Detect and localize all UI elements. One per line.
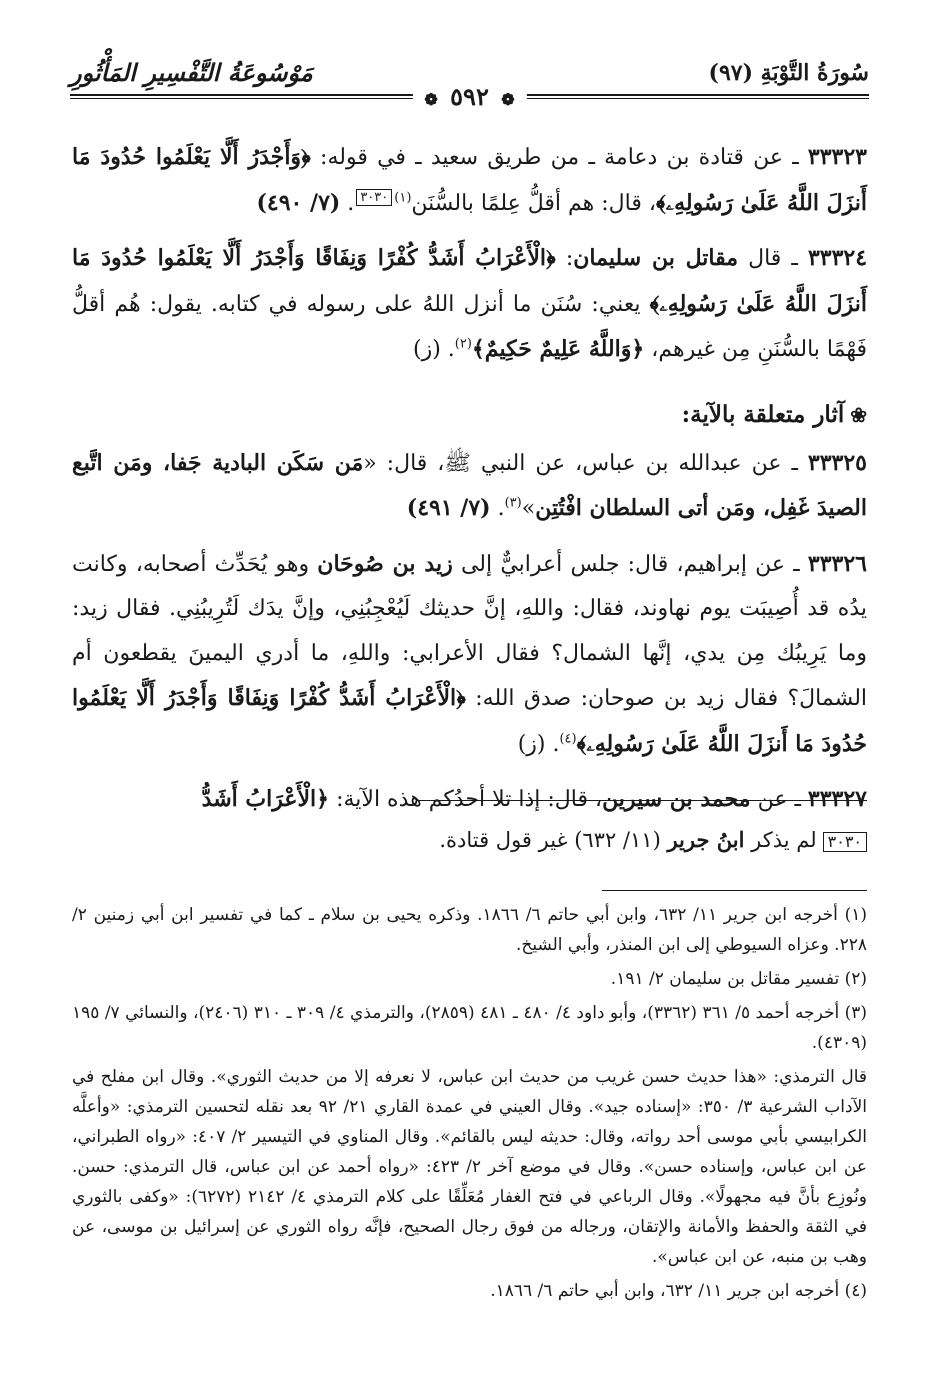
entry-number: ٣٣٣٢٥ [807,449,867,476]
entry-text: . (ز) [517,731,560,757]
book-title: مَوْسُوعَةُ التَّفْسِيرِ المَأْثُورِ [70,58,313,87]
quran-verse: ﴿وَأَجْدَرُ أَلَّا يَعْلَمُوا حُدُودَ مَا أَنزَلَ اللَّهُ عَلَىٰ رَسُولِهِۦ﴾ [72,144,867,216]
entry-text: وهو يُحَدِّث أصحابه، وكانت يدُه قد أُصِيبَت يوم نهاوند، فقال: واللهِ، إنَّ حديثك لَيُعْجِبُنِي، وإنَّ يدَك لَتُرِيبُنِي. فقال زيد: وما يَرِيبُك مِن يدي، إنَّها الشمال؟ فقال الأعرابي: واللهِ، ما أدري اليمينَ يقطعون أم الشمالَ؟ فقال زيد بن صوحان: صدق الله: [72,551,868,711]
entry-text: ـ عن إبراهيم، قال: جلس أعرابيٌّ إلى [452,551,808,577]
editor-note-rule [417,800,867,801]
entry-33325 [72,441,867,532]
entry-text: » [521,496,536,521]
quran-verse: ﴿الْأَعْرَابُ أَشَدُّ [201,786,330,812]
narrator-name: زيد بن صُوحَان [317,550,453,577]
entry-33324 [72,236,867,373]
volume-reference: (٧/ ٤٩٠) [256,189,341,216]
page-number-box [412,82,526,111]
quran-verse: ﴿وَاللَّهُ عَلِيمٌ حَكِيمٌ﴾ [471,336,645,362]
entry-number: ٣٣٣٢٧ [807,786,867,812]
narrator-name: مقاتل بن سليمان [573,245,738,271]
flower-ornament-icon: ❀ [850,402,867,427]
hadith-text: مَن سَكَن البادية جَفا، ومَن اتَّبع الصيدَ غَفِل، ومَن أتى السلطان افْتُتِن [72,449,867,521]
entry-text: يعني: سُنَن ما أنزل اللهُ على رسوله في كتابه. يقول: هُم أقلُّ فَهْمًا بالسُّنَنِ مِن غيرهم، [72,291,867,362]
entry-text: ـ عن عبدالله بن عباس، عن النبي ﷺ، قال: « [363,450,808,476]
footnote-4: (٤) أخرجه ابن جرير ١١/ ٦٣٢، وابن أبي حاتم ٦/ ١٨٦٦. [490,1281,867,1301]
sura-title: سُورَةُ التَّوْبَةِ (٩٧) [708,60,869,86]
footnote-marker: (٢) [454,336,472,352]
page-number: ٥٩٢ [450,82,489,111]
entry-number: ٣٣٣٢٣ [807,144,867,170]
entry-text: ـ عن قتادة بن دعامة ـ من طريق سعيد ـ في قوله: [310,145,808,170]
entry-text: ـ قال [738,246,808,271]
footnote-2: (٢) تفسير مقاتل بن سليمان ٢/ ١٩١. [610,969,867,989]
entry-text: : [555,246,574,271]
editor-note-number: ٣٠٣٠ [823,832,867,852]
footnote-marker: (٤) [559,731,577,747]
entry-text: ، قال: هم أقلُّ عِلمًا بالسُّنَن [411,190,656,216]
entry-number: ٣٣٣٢٦ [807,550,867,577]
section-heading-text: آثار متعلقة بالآية: [681,400,845,428]
footnote-3-commentary: قال الترمذي: «هذا حديث حسن غريب من حديث ابن عباس، لا نعرفه إلا من حديث الثوري». وقال ابن مفلح في الآداب الشرعية ٣/ ٣٥٠: «إسناده جيد». وقال العيني في عمدة القاري ٢١/ ٩٢ بعد نقله لتحسين الترمذي: «وأعلَّه الكرابيسي بأبي موسى أحد رواته، وقال: حديثه ليس بالقائم». وقال المناوي في التيسير ٢/ ٤٠٧: «رواه الطبراني، عن ابن عباس، وإسناده حسن». وقال في موضع آخر ٢/ ٤٢٣: «رواه أحمد عن ابن عباس، قال الترمذي: حسن. ونُوزِع بأنَّ فيه مجهولًا». وقال الرباعي في فتح الغفار مُعَلِّقًا على كلام الترمذي ٤/ ٢١٤٢ (٦٢٧٢): «وكفى بالثوري في الثقة والحفظ والأمانة والإتقان، ورجاله من فوق رجال الصحيح، فإنَّه رواه الثوري عن إسرائيل بن موسى، عن وهب بن منبه، عن ابن عباس». [72,1067,867,1267]
footnote-3: (٣) أخرجه أحمد ٥/ ٣٦١ (٣٣٦٢)، وأبو داود ٤/ ٤٨٠ ـ ٤٨١ (٢٨٥٩)، والترمذي ٤/ ٣٠٩ ـ ٣١٠ (٢٤٠٦)، والنسائي ٧/ ١٩٥ (٤٣٠٩). [72,1003,867,1053]
editor-note [72,820,867,860]
entry-text: . [490,496,505,521]
entry-text: ، قال: إذا تلا أحدُكم هذه الآية: [329,787,603,812]
footnote-marker: (٣) [504,495,522,511]
footnote-1: (١) أخرجه ابن جرير ١١/ ٦٣٢، وابن أبي حاتم ٦/ ١٨٦٦. وذكره يحيى بن سلام ـ كما في تفسير ابن أبي زمنين ٢/ ٢٢٨. وعزاه السيوطي إلى ابن المنذر، وأبي الشيخ. [72,905,867,955]
ornament-icon: ❁ [424,90,438,109]
entry-text: ـ عن [750,787,808,812]
footnotes [72,900,867,1310]
editor-note-name: ابنُ جرير [667,827,745,852]
entry-number: ٣٣٣٢٤ [807,245,868,271]
narrator-name: محمد بن سيرين [602,786,751,812]
editor-note-text: (١١/ ٦٣٢) غير قول قتادة. [439,828,668,852]
footnote-rule [602,890,867,891]
quran-verse: ﴿الْأَعْرَابُ أَشَدُّ كُفْرًا وَنِفَاقًا وَأَجْدَرُ أَلَّا يَعْلَمُوا حُدُودَ مَا أَنزَلَ اللَّهُ عَلَىٰ رَسُولِهِۦ﴾ [72,685,867,757]
main-text [72,135,867,823]
entry-text: . [340,190,355,216]
editor-note-text: لم يذكر [744,828,817,852]
entry-33323 [72,135,867,226]
page-header [70,58,869,122]
entry-33326 [72,542,867,768]
section-heading [72,395,867,435]
editor-note-marker: ٣٠٣٠ [356,189,392,206]
entry-text: . (ز) [412,337,455,362]
footnote-marker: (١) [394,190,412,206]
volume-reference: (٧/ ٤٩١) [406,495,491,521]
ornament-icon: ❁ [501,90,515,109]
quran-verse: ﴿الْأَعْرَابُ أَشَدُّ كُفْرًا وَنِفَاقًا وَأَجْدَرُ أَلَّا يَعْلَمُوا حُدُودَ مَا أَنزَلَ اللَّهُ عَلَىٰ رَسُولِهِۦ﴾ [72,245,867,317]
